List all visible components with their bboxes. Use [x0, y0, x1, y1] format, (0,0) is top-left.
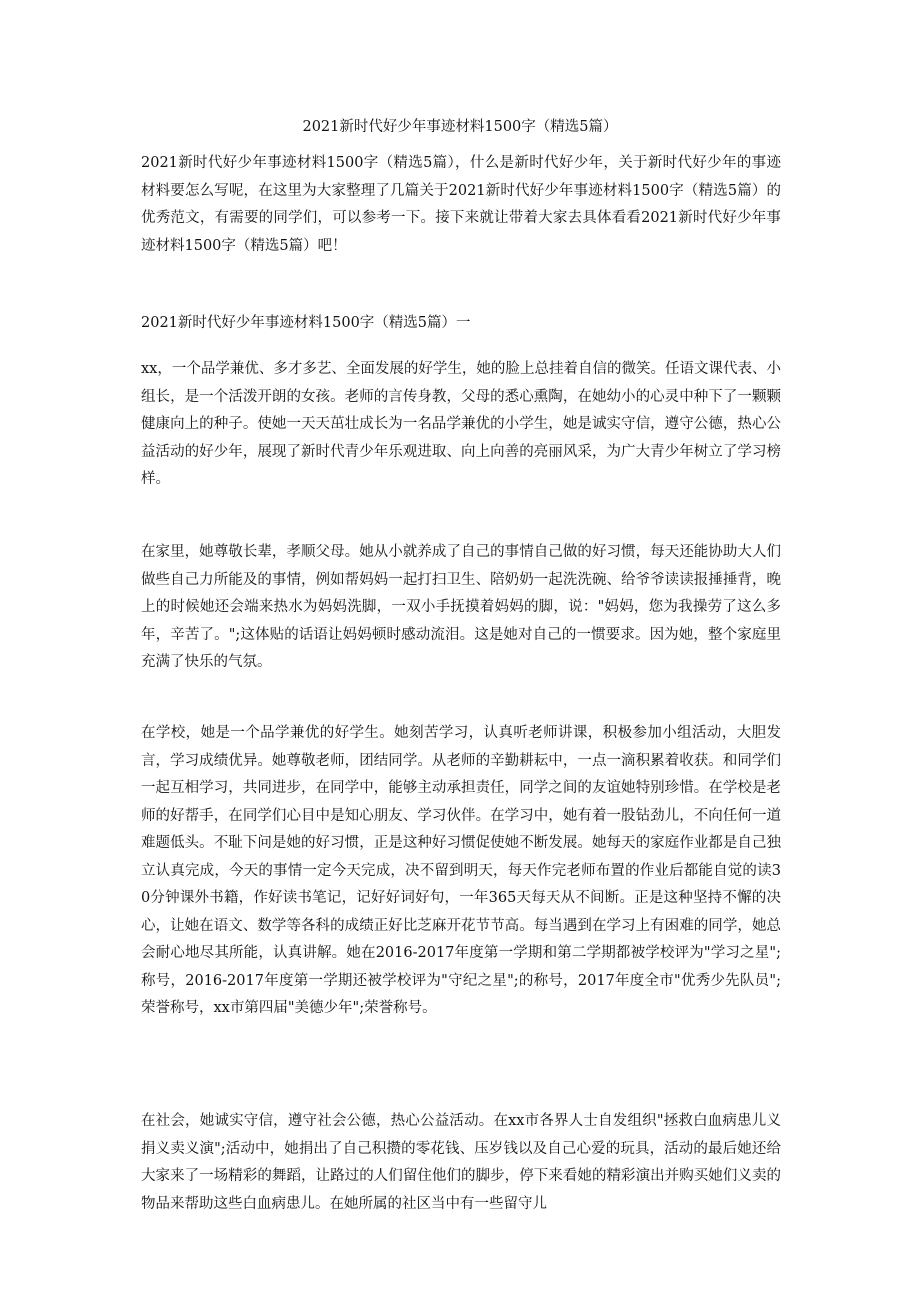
body-paragraph-2: 在家里，她尊敬长辈，孝顺父母。她从小就养成了自己的事情自己做的好习惯，每天还能协助大人们做些自己力所能及的事情，例如帮妈妈一起打扫卫生、陪奶奶一起洗洗碗、给爷爷读读报捶捶背，晚上的时候她还会端来热水为妈妈洗脚，一双小手抚摸着妈妈的脚，说："妈妈，您为我操劳了这么多年，辛苦了。";这体贴的话语让妈妈顿时感动流泪。这是她对自己的一惯要求。因为她，整个家庭里充满了快乐的气氛。 — [141, 544, 781, 670]
section-heading: 2021新时代好少年事迹材料1500字（精选5篇）一 — [141, 315, 471, 331]
document-title: 2021新时代好少年事迹材料1500字（精选5篇） — [302, 119, 618, 135]
body-paragraph-3: 在学校，她是一个品学兼优的好学生。她刻苦学习，认真听老师讲课，积极参加小组活动，大胆发言，学习成绩优异。她尊敬老师，团结同学。从老师的辛勤耕耘中，一点一滴积累着收获。和同学们一起互相学习，共同进步，在同学中，能够主动承担责任，同学之间的友谊她特别珍惜。在学校是老师的好帮手，在同学们心目中是知心朋友、学习伙伴。在学习中，她有着一股钻劲儿，不向任何一道难题低头。不耻下问是她的好习惯，正是这种好习惯促使她不断发展。她每天的家庭作业都是自己独立认真完成，今天的事情一定今天完成，决不留到明天，每天作完老师布置的作业后都能自觉的读30分钟课外书籍，作好读书笔记，记好好词好句，一年365天每天从不间断。正是这种坚持不懈的决心，让她在语文、数学等各科的成绩正好比芝麻开花节节高。每当遇到在学习上有困难的同学，她总会耐心地尽其所能，认真讲解。她在2016-2017年度第一学期和第二学期都被学校评为"学习之星";称号，2016-2017年度第一学期还被学校评为"守纪之星";的称号，2017年度全市"优秀少先队员";荣誉称号，xx市第四届"美德少年";荣誉称号。 — [141, 725, 781, 1016]
intro-paragraph: 2021新时代好少年事迹材料1500字（精选5篇），什么是新时代好少年，关于新时代好少年的事迹材料要怎么写呢，在这里为大家整理了几篇关于2021新时代好少年事迹材料1500字（精选5篇）的优秀范文，有需要的同学们，可以参考一下。接下来就让带着大家去具体看看2021新时代好少年事迹材料1500字（精选5篇）吧！ — [141, 155, 781, 254]
body-paragraph-1: xx，一个品学兼优、多才多艺、全面发展的好学生，她的脸上总挂着自信的微笑。任语文课代表、小组长，是一个活泼开朗的女孩。老师的言传身教，父母的悉心熏陶，在她幼小的心灵中种下了一颗颗健康向上的种子。使她一天天茁壮成长为一名品学兼优的小学生，她是诚实守信，遵守公德，热心公益活动的好少年，展现了新时代青少年乐观进取、向上向善的亮丽风采，为广大青少年树立了学习榜样。 — [141, 361, 781, 487]
body-paragraph-4: 在社会，她诚实守信，遵守社会公德，热心公益活动。在xx市各界人士自发组织"拯救白血病患儿义捐义卖义演";活动中，她捐出了自己积攒的零花钱、压岁钱以及自己心爱的玩具，活动的最后她还给大家来了一场精彩的舞蹈，让路过的人们留住他们的脚步，停下来看她的精彩演出并购买她们义卖的物品来帮助这些白血病患儿。在她所属的社区当中有一些留守儿 — [141, 1113, 781, 1212]
